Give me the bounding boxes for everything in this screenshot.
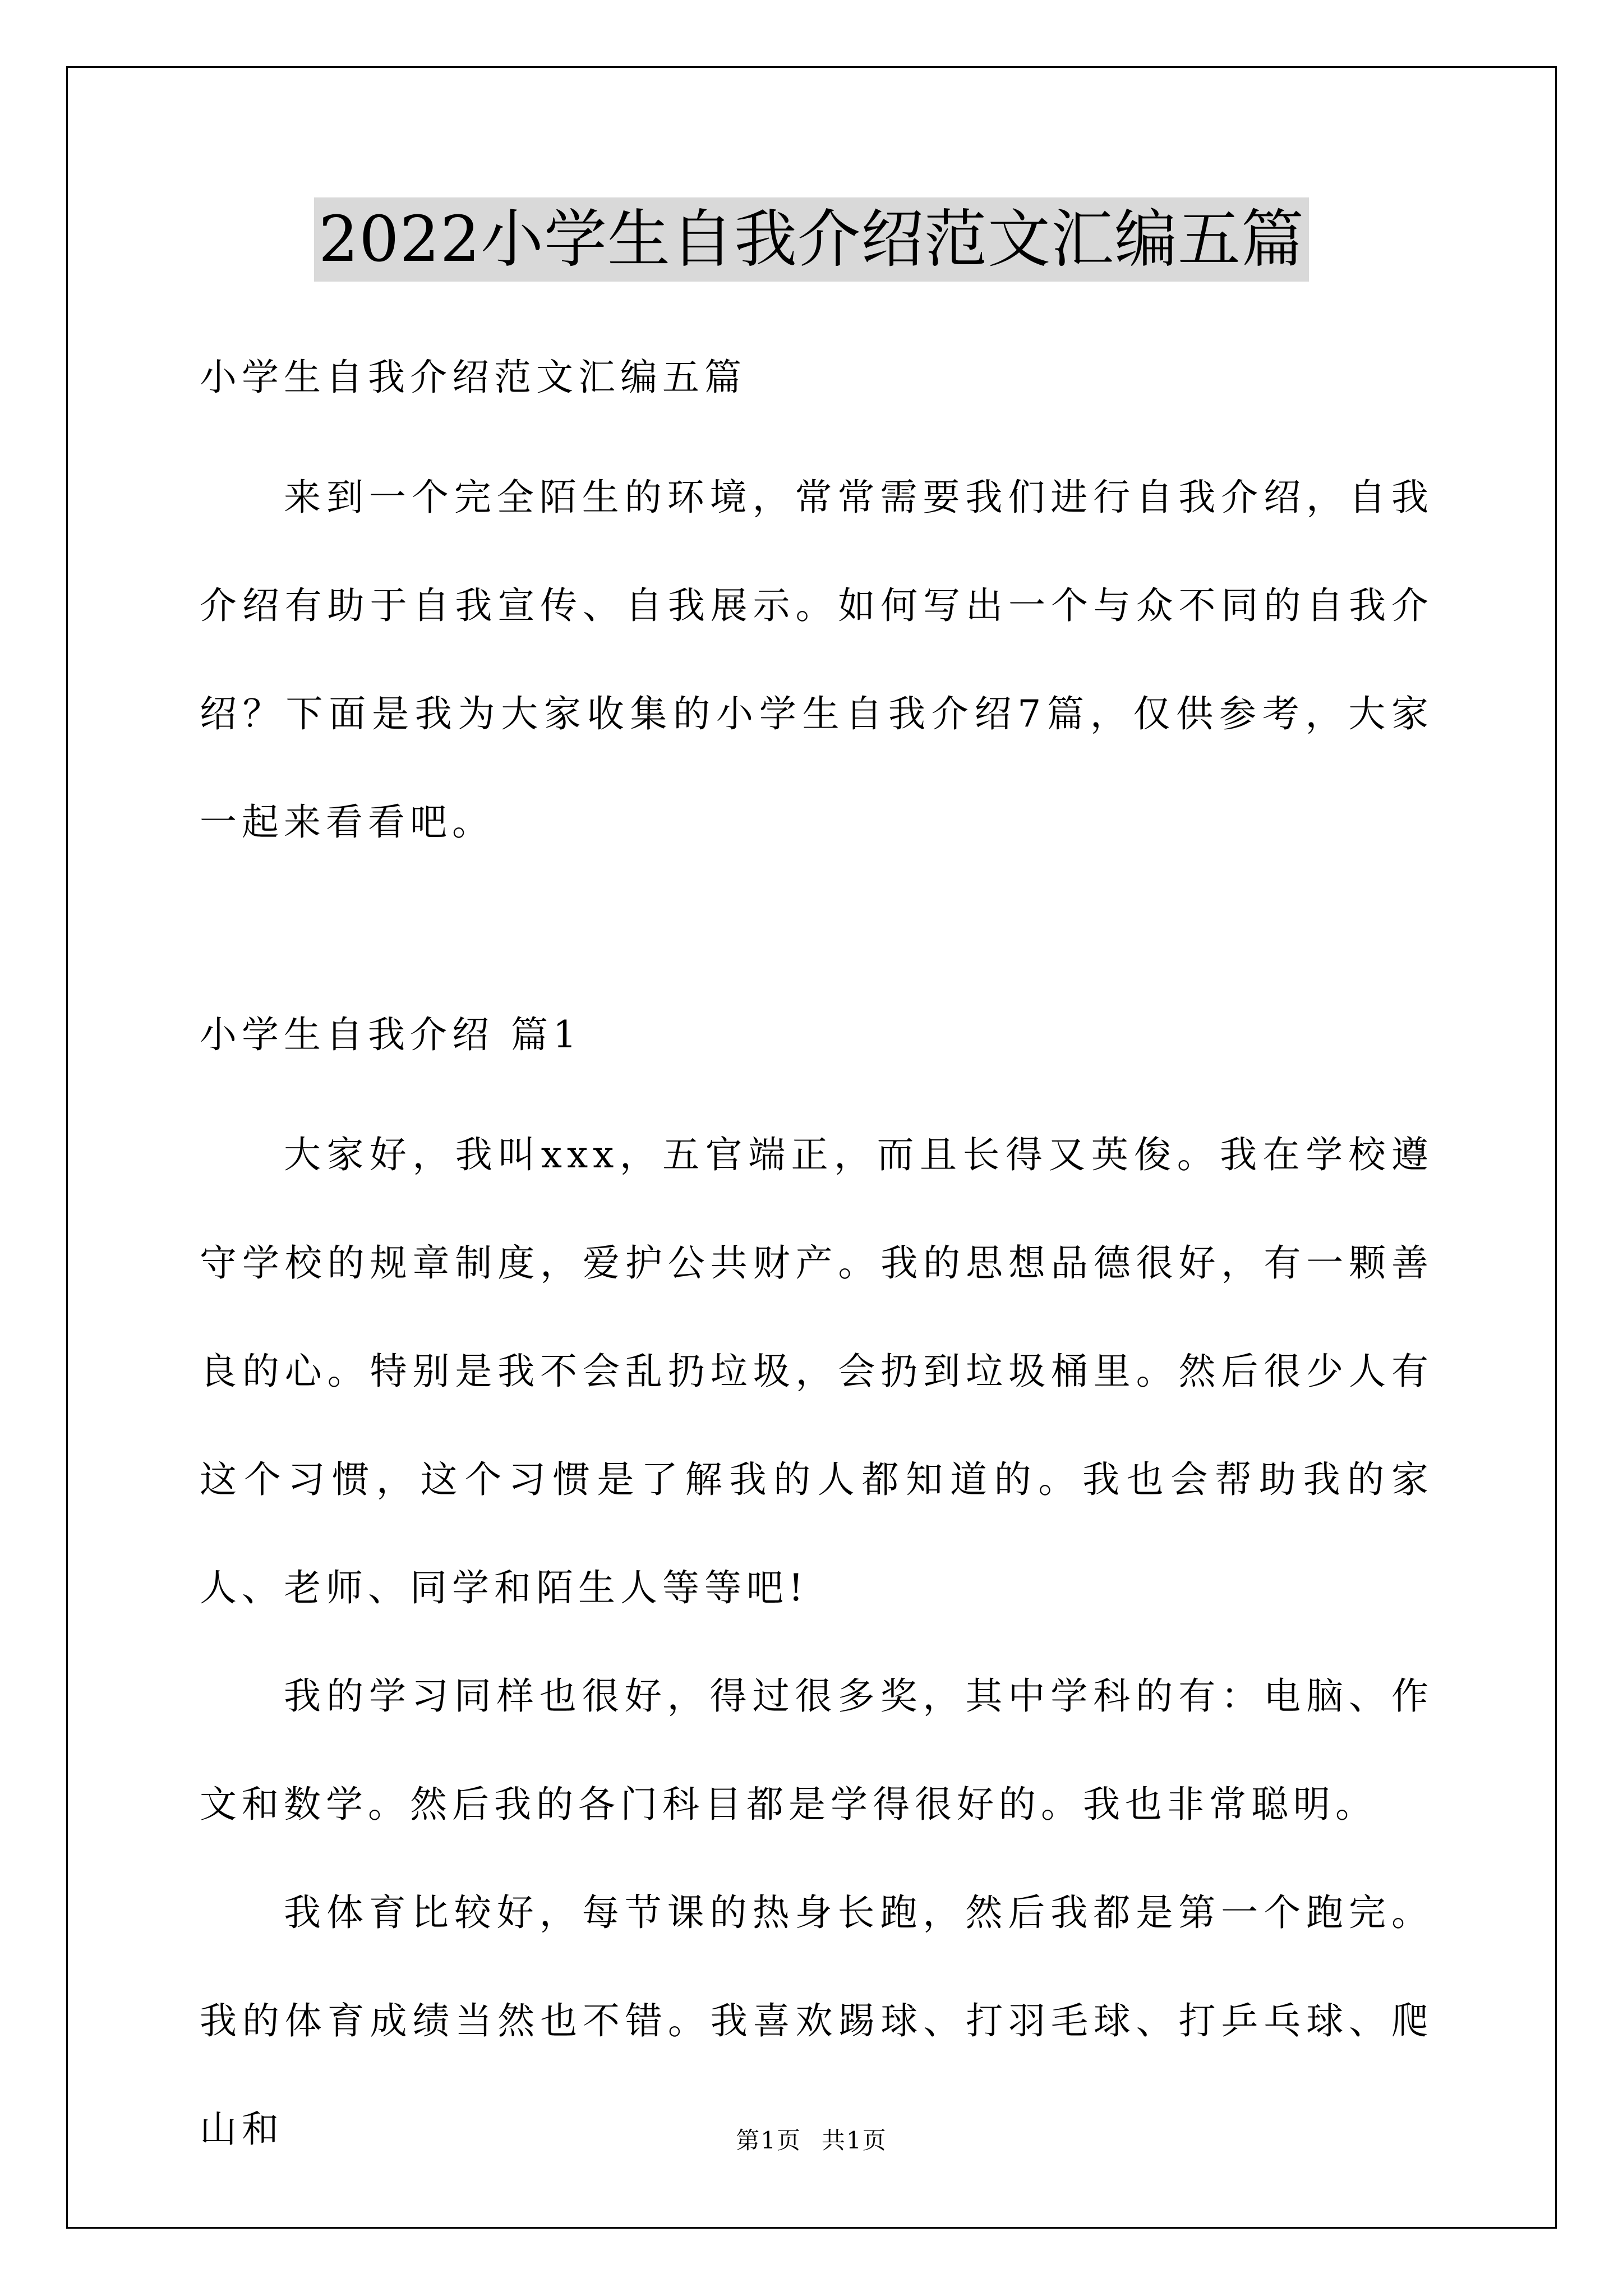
- section-heading: 小学生自我介绍 篇1: [200, 1013, 582, 1056]
- page-footer: [0, 2124, 1623, 2157]
- page-total: 共1页: [822, 2127, 887, 2154]
- body-paragraph: 大家好，我叫xxx，五官端正，而且长得又英俊。我在学校遵守学校的规章制度，爱护公共财产。我的思想品德很好，有一颗善良的心。特别是我不会乱扔垃圾，会扔到垃圾桶里。然后很少人有这个习惯，这个习惯是了解我的人都知道的。我也会帮助我的家人、老师、同学和陌生人等等吧!: [200, 1133, 1433, 1609]
- document-title: 2022小学生自我介绍范文汇编五篇: [314, 197, 1309, 282]
- document-subtitle: 小学生自我介绍范文汇编五篇: [200, 356, 746, 399]
- document-body: [200, 348, 1433, 2183]
- page-number: 第1页: [736, 2127, 801, 2154]
- title-container: [0, 197, 1623, 282]
- spacer: [200, 1065, 1433, 1101]
- spacer: [200, 876, 1433, 1005]
- intro-paragraph: 来到一个完全陌生的环境，常常需要我们进行自我介绍，自我介绍有助于自我宣传、自我展示。如何写出一个与众不同的自我介绍？下面是我为大家收集的小学生自我介绍7篇，仅供参考，大家一起来看看吧。: [200, 476, 1433, 844]
- body-paragraph: 我体育比较好，每节课的热身长跑，然后我都是第一个跑完。我的体育成绩当然也不错。我喜欢踢球、打羽毛球、打乒乓球、爬山和: [200, 1891, 1433, 2151]
- spacer: [200, 407, 1433, 443]
- body-paragraph: 我的学习同样也很好，得过很多奖，其中学科的有：电脑、作文和数学。然后我的各门科目都是学得很好的。我也非常聪明。: [200, 1674, 1433, 1826]
